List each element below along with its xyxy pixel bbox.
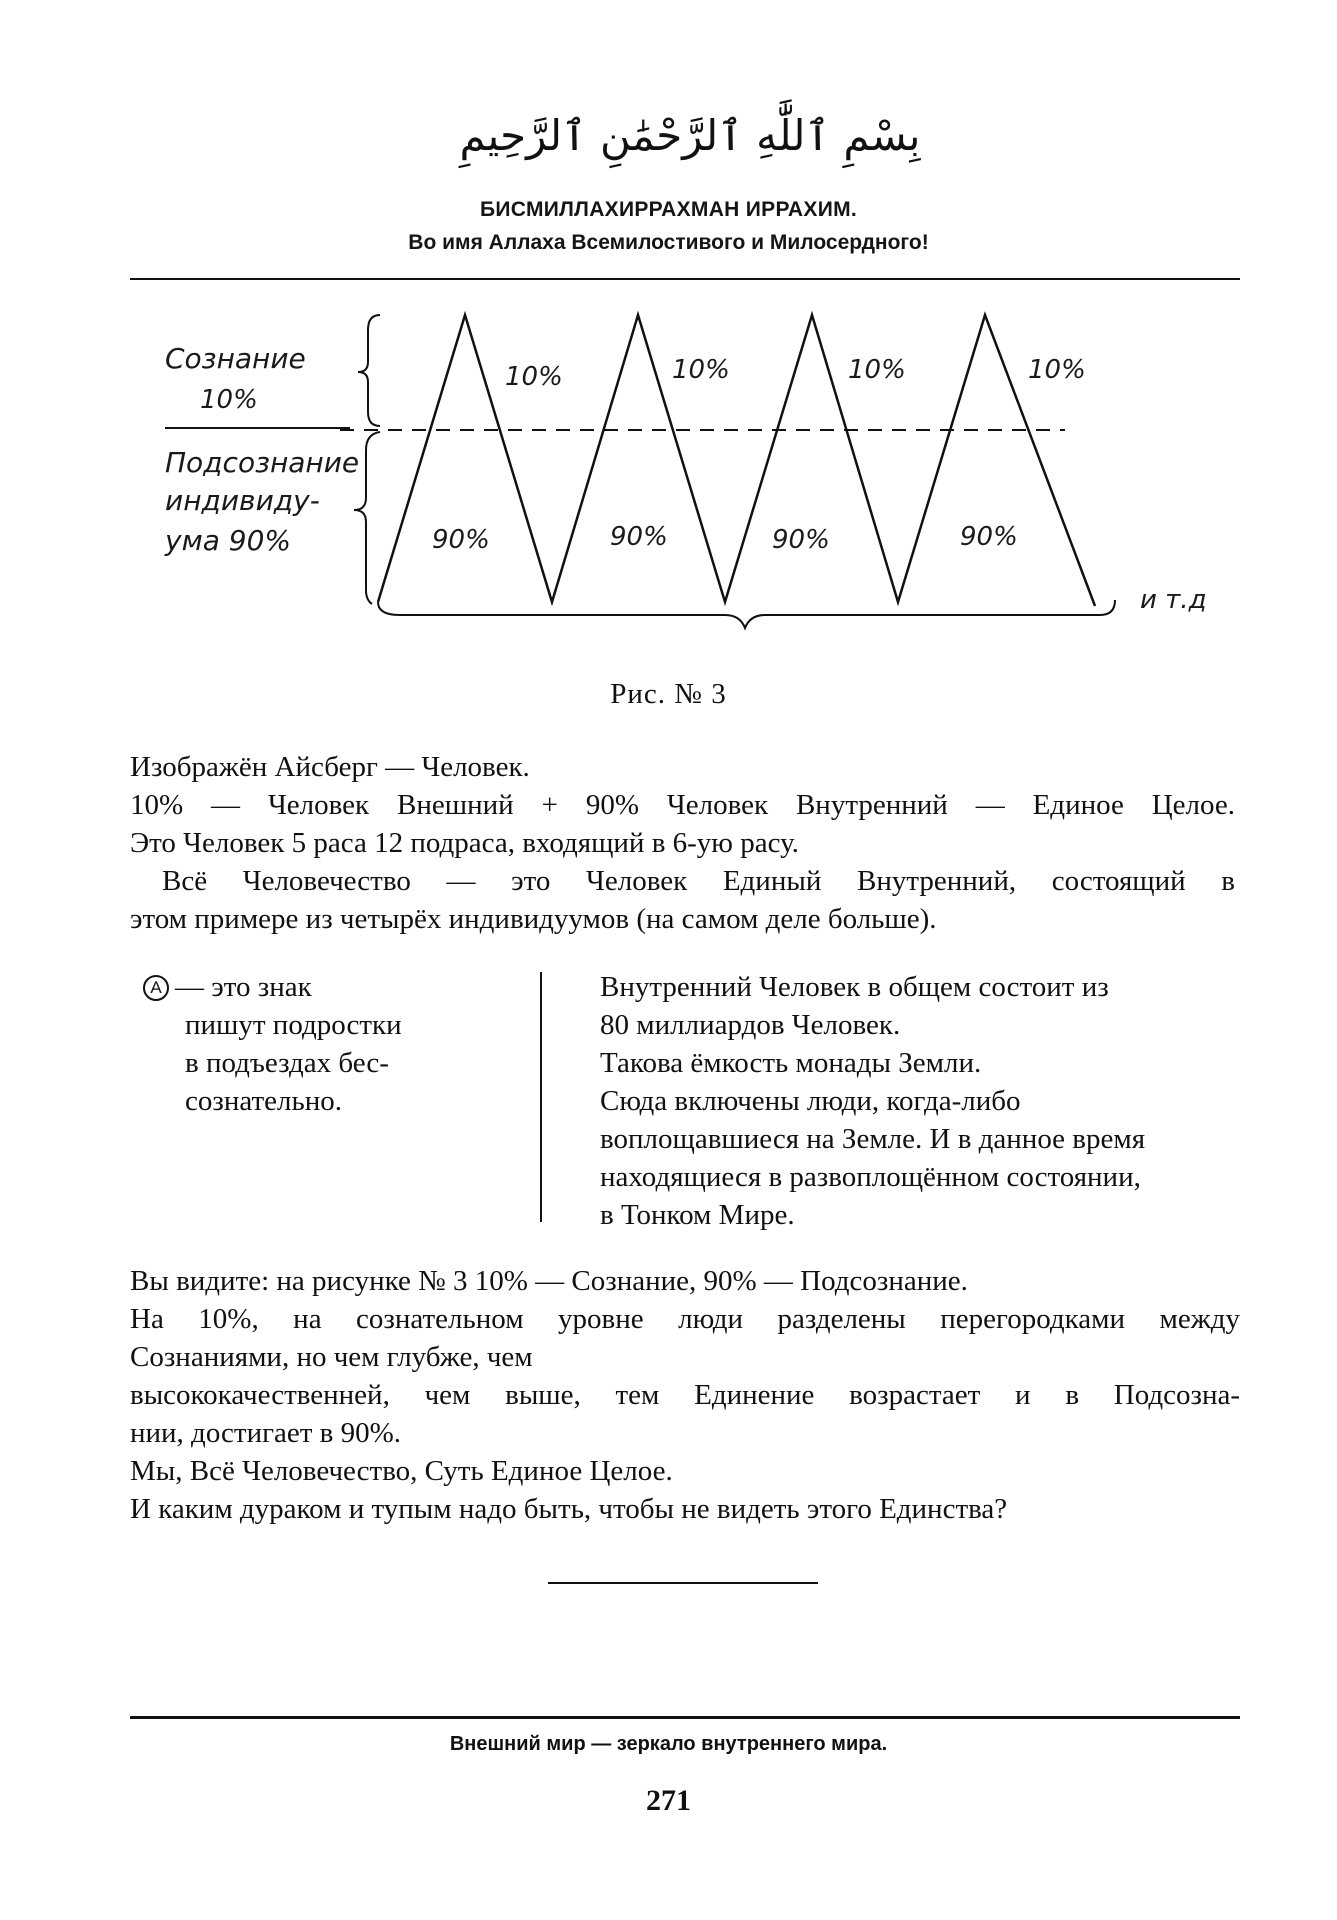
circled-a-icon: A: [143, 975, 169, 1001]
text-line: находящиеся в развоплощённом состоянии,: [600, 1161, 1141, 1193]
subconscious-label: Подсознание: [165, 446, 360, 479]
etc-label: и т.д: [1140, 585, 1207, 615]
sign-note-text: — это знак: [175, 971, 312, 1003]
text-line: высококачественней, чем выше, тем Единение возрастает и в Подсозна-: [130, 1379, 1240, 1411]
text-line: 80 миллиардов Человек.: [600, 1009, 901, 1041]
iceberg-diagram: [140, 300, 1250, 640]
footer-divider: [130, 1716, 1240, 1719]
text-line: Сознаниями, но чем глубже, чем: [130, 1341, 533, 1373]
paragraph-explanation: [130, 1262, 1240, 1528]
text-line: 10% — Человек Внешний + 90% Человек Внутренний — Единое Целое.: [130, 789, 1235, 821]
peak-3-top: 10%: [848, 355, 906, 385]
bottom-brace: [378, 600, 1115, 628]
text-line: Всё Человечество — это Человек Единый Внутренний, состоящий в: [162, 865, 1235, 897]
valley-1-bottom: 90%: [432, 525, 490, 555]
text-line: этом примере из четырёх индивидуумов (на самом деле больше).: [130, 903, 937, 935]
text-line: Такова ёмкость монады Земли.: [600, 1047, 982, 1079]
subconscious-label-3: ума 90%: [165, 524, 291, 557]
peak-1-top: 10%: [505, 362, 563, 392]
header-subtitle: Во имя Аллаха Всемилостивого и Милосердного!: [408, 231, 929, 254]
sign-note-line: в подъездах бес-: [185, 1047, 389, 1079]
text-line: И каким дураком и тупым надо быть, чтобы не видеть этого Единства?: [130, 1493, 1008, 1525]
peak-4-top: 10%: [1028, 355, 1086, 385]
text-line: нии, достигает в 90%.: [130, 1417, 402, 1449]
iceberg-peaks: [378, 315, 1095, 606]
sign-note-line: пишут подростки: [185, 1009, 402, 1041]
header-title: БИСМИЛЛАХИРРАХМАН ИРРАХИМ.: [479, 198, 858, 221]
subconscious-label-2: индивиду-: [165, 484, 320, 517]
sign-note: [143, 968, 473, 1120]
text-line: воплощавшиеся на Земле. И в данное время: [600, 1123, 1146, 1155]
text-line: Сюда включены люди, когда-либо: [600, 1085, 1021, 1117]
sign-note-line: [143, 968, 473, 1006]
header-divider: [130, 278, 1240, 280]
sign-note-line: сознательно.: [185, 1085, 342, 1117]
paragraph-iceberg: [130, 748, 1235, 938]
svg-text:بِسْمِ ٱللَّٰهِ ٱلرَّحْمَٰنِ ٱ: بِسْمِ ٱللَّٰهِ ٱلرَّحْمَٰنِ ٱلرَّحِيمِ: [459, 111, 921, 160]
consciousness-brace: [358, 315, 380, 426]
consciousness-label: Сознание: [165, 342, 306, 375]
text-line: Мы, Всё Человечество, Суть Единое Целое.: [130, 1455, 673, 1487]
valley-3-bottom: 90%: [772, 525, 830, 555]
text-line: Внутренний Человек в общем состоит из: [600, 971, 1109, 1003]
valley-4-bottom: 90%: [960, 522, 1018, 552]
text-line: в Тонком Мире.: [600, 1199, 795, 1231]
text-line: На 10%, на сознательном уровне люди разделены перегородками между: [130, 1303, 1240, 1335]
peak-2-top: 10%: [672, 355, 730, 385]
section-end-rule: [548, 1582, 818, 1584]
bismillah-calligraphy: [459, 78, 921, 178]
page-number: 271: [646, 1784, 691, 1817]
consciousness-percent: 10%: [200, 385, 258, 415]
text-line: Это Человек 5 раса 12 подраса, входящий в 6-ую расу.: [130, 827, 799, 859]
column-divider: [540, 972, 542, 1222]
figure-caption: Рис. № 3: [610, 678, 727, 710]
inner-human-note: [600, 968, 1240, 1234]
text-line: Вы видите: на рисунке № 3 10% — Сознание, 90% — Подсознание.: [130, 1265, 968, 1297]
footer-motto: Внешний мир — зеркало внутреннего мира.: [449, 1733, 888, 1755]
valley-2-bottom: 90%: [610, 522, 668, 552]
text-line: Изображён Айсберг — Человек.: [130, 751, 530, 783]
